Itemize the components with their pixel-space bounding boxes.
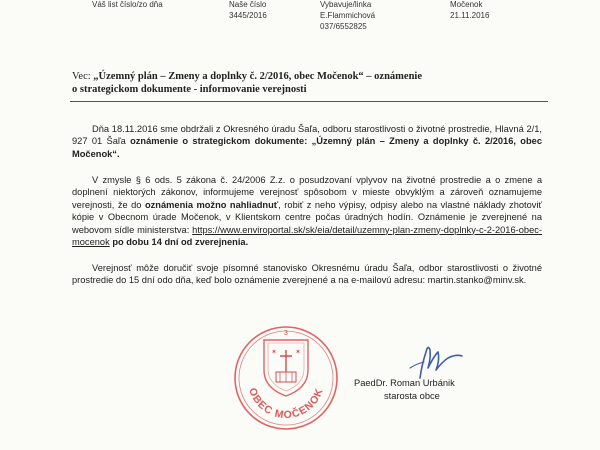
stamp-number: 3 bbox=[284, 330, 288, 337]
paragraph-1 bbox=[72, 123, 542, 160]
subject-line-1 bbox=[72, 70, 542, 83]
subject-prefix: Vec: bbox=[72, 71, 94, 82]
handled-by-label: Vybavuje/linka bbox=[320, 0, 372, 9]
date-value: 21.11.2016 bbox=[450, 11, 490, 20]
star-icon: ✶ bbox=[295, 349, 301, 356]
subject bbox=[72, 70, 542, 96]
paragraph-2-bold: oznámenia možno nahliadnuť bbox=[144, 199, 279, 210]
signatory-title: starosta obce bbox=[384, 391, 440, 401]
place-label: Močenok bbox=[450, 0, 483, 9]
official-stamp bbox=[232, 322, 340, 432]
your-ref-label: Váš list číslo/zo dňa bbox=[92, 0, 163, 9]
paragraph-2-text-a: V zmysle § 6 ods. 5 zákona č. 24/2006 Z.z. o posudzovaní vplyvov na životné prostredie a o zmene a doplnení niektorých zákonov, informujeme verejnosť spôsobom v mieste obvyklým a zároveň oznamujeme verejnosti, že do bbox=[72, 175, 542, 210]
paragraph-3: Verejnosť môže doručiť svoje písomné stanovisko Okresnému úradu Šaľa, odbor starostlivosti o životné prostredie do 15 dní odo dňa, keď bolo oznámenie zverejnené a na e-mailovú adresu: martin.stanko@minv.sk. bbox=[72, 263, 542, 286]
our-ref-label: Naše číslo bbox=[229, 0, 267, 9]
paragraph-1-text: Dňa 18.11.2016 sme obdržali z Okresného úradu Šaľa, odboru starostlivosti o životné prostredie, Hlavná 2/1, 927 01 Šaľa bbox=[72, 124, 542, 147]
paragraph-1-bold: oznámenie o strategickom dokumente: „Územný plán – Zmeny a doplnky č. 2/2016, obec Močenok“. bbox=[72, 136, 542, 159]
our-ref-value: 3445/2016 bbox=[229, 11, 267, 20]
paragraph-2-duration: po dobu 14 dní od zverejnenia. bbox=[109, 237, 249, 248]
star-icon: ✶ bbox=[271, 349, 277, 356]
handled-by-name: E.Flammichová bbox=[320, 11, 376, 20]
handwritten-signature bbox=[400, 338, 466, 380]
enviroportal-link[interactable]: https://www.enviroportal.sk/sk/eia/detail/uzemny-plan-zmeny-doplnky-c-2-2016-obec-mocenok bbox=[72, 224, 542, 248]
stamp-text: OBEC MOČENOK bbox=[246, 386, 326, 422]
paragraph-2-text-c: , robiť z neho výpisy, odpisy alebo na vlastné náklady zhotoviť kópie v Obecnom úrade Močenok, v Klientskom centre počas úradných hodín. Oznámenie je zverejnené na webovom sídle ministerstva: bbox=[72, 199, 542, 235]
signatory-name: PaedDr. Roman Urbánik bbox=[354, 378, 455, 388]
subject-title: „Územný plán – Zmeny a doplnky č. 2/2016, obec Močenok“ – oznámenie bbox=[93, 71, 423, 82]
subject-underline bbox=[70, 101, 548, 102]
subject-line-2: o strategickom dokumente - informovanie verejnosti bbox=[72, 84, 307, 95]
paragraph-2 bbox=[72, 174, 542, 248]
cross-icon bbox=[280, 350, 292, 372]
handled-by-phone: 037/6552825 bbox=[320, 22, 367, 31]
